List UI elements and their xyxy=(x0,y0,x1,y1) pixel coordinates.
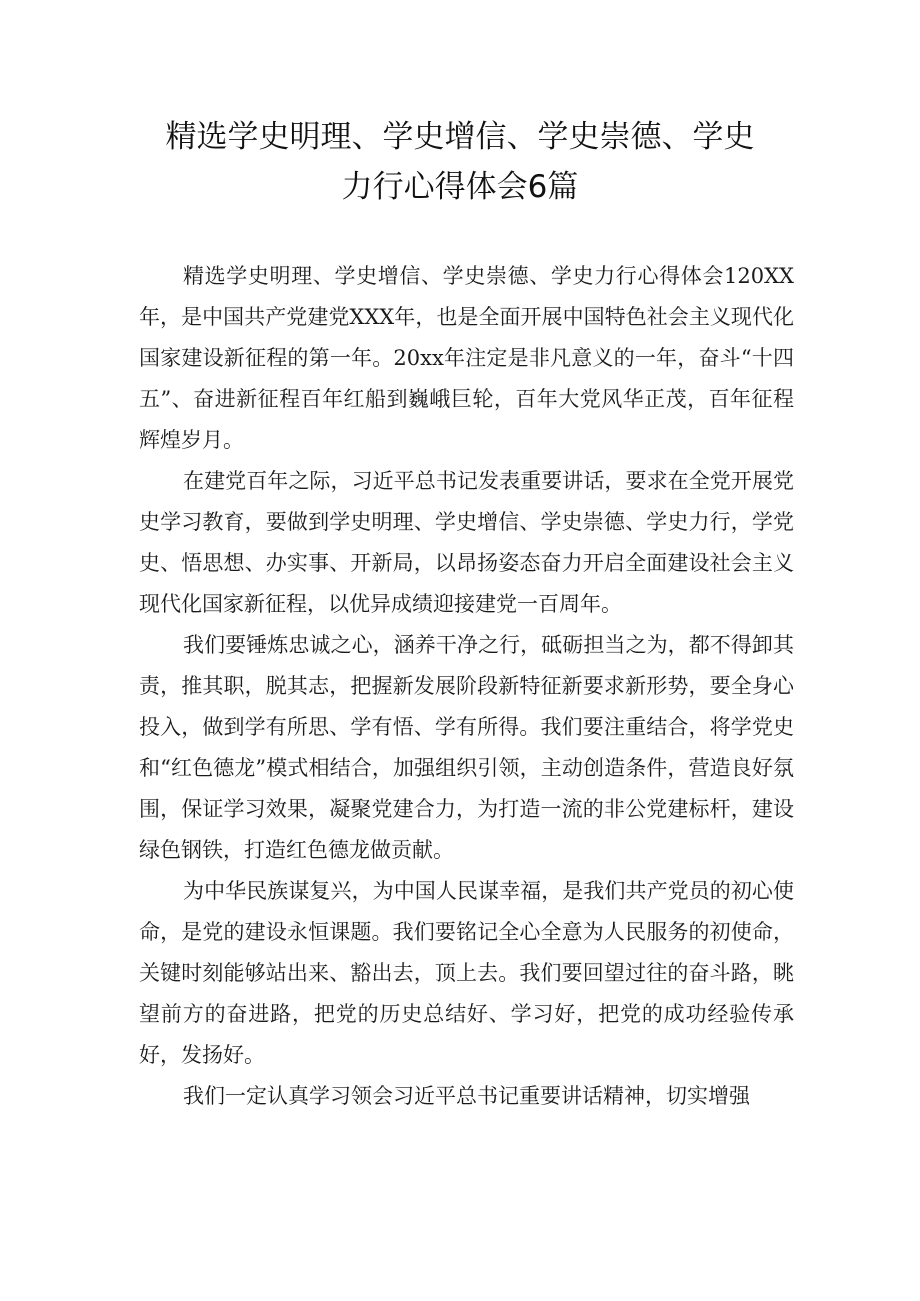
paragraph-3: 我们要锤炼忠诚之心，涵养干净之行，砥砺担当之为，都不得卸其责，推其职，脱其志，把握新发展阶段新特征新要求新形势，要全身心投入，做到学有所思、学有悟、学有所得。我们要注重结合，将学党史和“红色德龙”模式相结合，加强组织引领，主动创造条件，营造良好氛围，保证学习效果，凝聚党建合力，为打造一流的非公党建标杆，建设绿色钢铁，打造红色德龙做贡献。 xyxy=(139,633,794,862)
paragraph-5: 我们一定认真学习领会习近平总书记重要讲话精神，切实增强 xyxy=(183,1084,750,1108)
title-line-2: 力行心得体会6篇 xyxy=(341,169,579,205)
document-body xyxy=(139,256,794,1117)
document-title xyxy=(120,112,800,212)
paragraph-1: 精选学史明理、学史增信、学史崇德、学史力行心得体会120XX年，是中国共产党建党XXX年，也是全面开展中国特色社会主义现代化国家建设新征程的第一年。20xx年注定是非凡意义的一年，奋斗“十四五”、奋进新征程百年红船到巍峨巨轮，百年大党风华正茂，百年征程辉煌岁月。 xyxy=(139,264,794,452)
paragraph-2: 在建党百年之际，习近平总书记发表重要讲话，要求在全党开展党史学习教育，要做到学史明理、学史增信、学史崇德、学史力行，学党史、悟思想、办实事、开新局，以昂扬姿态奋力开启全面建设社会主义现代化国家新征程，以优异成绩迎接建党一百周年。 xyxy=(139,469,794,616)
paragraph-4: 为中华民族谋复兴，为中国人民谋幸福，是我们共产党员的初心使命，是党的建设永恒课题。我们要铭记全心全意为人民服务的初使命，关键时刻能够站出来、豁出去，顶上去。我们要回望过往的奋斗路，眺望前方的奋进路，把党的历史总结好、学习好，把党的成功经验传承好，发扬好。 xyxy=(139,879,794,1067)
title-line-1: 精选学史明理、学史增信、学史崇德、学史 xyxy=(165,119,755,155)
